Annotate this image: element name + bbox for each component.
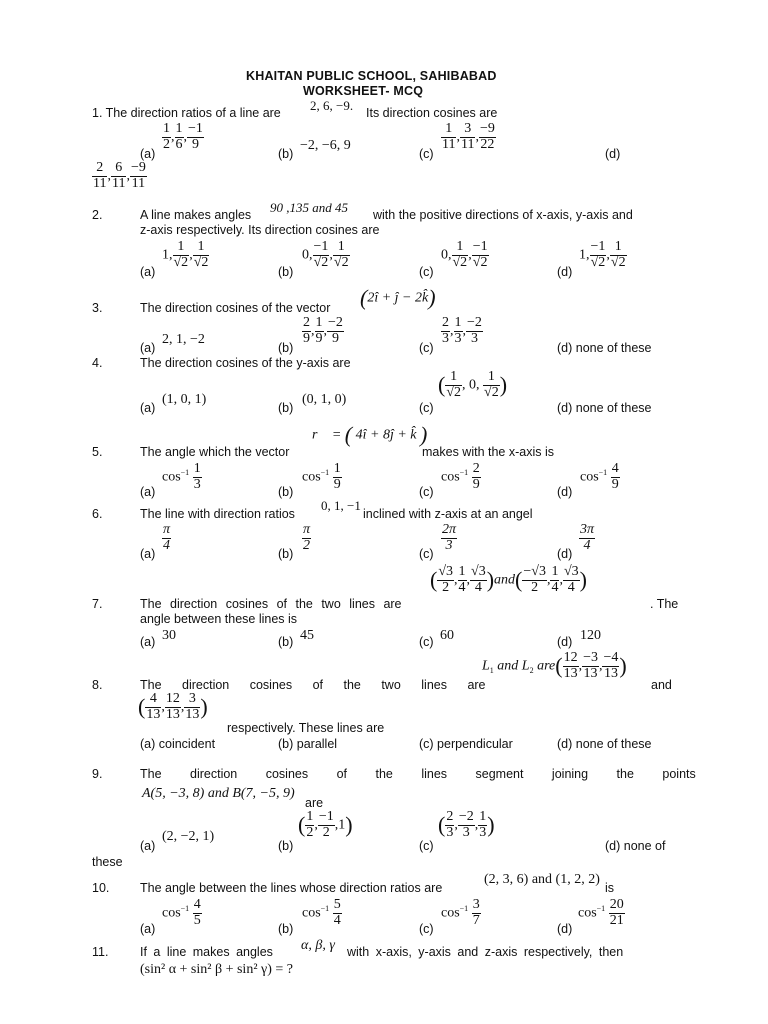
q10-number: 10. <box>92 881 110 895</box>
q10-option-d-math: $\cos^{-1}$ $\frac{20}{21}$ <box>578 897 624 928</box>
q3-option-d: (d) none of these <box>557 341 652 355</box>
q8-option-a: (a) coincident <box>140 737 216 751</box>
q7-option-b-math: 45 <box>300 628 314 643</box>
q6-option-c-math: $\frac{2\pi}{3}$ <box>442 522 457 553</box>
q9-points: A(5, −3, 8) and B(7, −5, 9) <box>142 786 295 801</box>
q2-option-a-label: (a) <box>140 265 156 279</box>
q1-option-a-math: $\frac{1}{2}$ , $\frac{1}{6}$ , $\frac{-1}{9}$ <box>163 121 203 152</box>
q6-option-b-math: $\frac{\pi}{2}$ <box>303 522 311 553</box>
q3-option-a-label: (a) <box>140 341 156 355</box>
q6-option-c-label: (c) <box>419 547 434 561</box>
q8-option-d: (d) none of these <box>557 737 652 751</box>
q6-option-d-label: (d) <box>557 547 573 561</box>
q4-text: The direction cosines of the y-axis are <box>140 356 351 370</box>
q10-option-a-math: $\cos^{-1}$ $\frac{4}{5}$ <box>162 897 201 928</box>
q6-option-d-math: $\frac{3\pi}{4}$ <box>580 522 595 553</box>
q5-number: 5. <box>92 445 103 459</box>
q1-option-b-label: (b) <box>278 147 294 161</box>
q2-option-c-label: (c) <box>419 265 434 279</box>
q11-angles: α, β, γ <box>301 938 335 953</box>
q9-option-c-label: (c) <box>419 839 434 853</box>
q6-number: 6. <box>92 507 103 521</box>
q5-text: The angle which the vector <box>140 445 290 459</box>
q10-is: is <box>605 881 615 895</box>
q2-text: A line makes angles <box>140 208 252 222</box>
q8-line2-math: ( $\frac{4}{13}$ , $\frac{12}{13}$ , $\frac{3}{13}$ ) <box>138 691 208 722</box>
q10-option-b-math: $\cos^{-1}$ $\frac{5}{4}$ <box>302 897 341 928</box>
worksheet-title: WORKSHEET- MCQ <box>303 84 424 98</box>
q2-angles: 90 ,135 and 45 <box>270 200 348 215</box>
q5-option-a-math: $\cos^{-1}$ $\frac{1}{3}$ <box>162 461 201 492</box>
q9-option-a-math: (2, −2, 1) <box>162 829 215 844</box>
q10-option-c-math: $\cos^{-1}$ $\frac{3}{7}$ <box>441 897 480 928</box>
q2-option-d-label: (d) <box>557 265 573 279</box>
q8-and: and <box>651 678 672 692</box>
q9-option-d-cont: these <box>92 855 123 869</box>
q10-option-b-label: (b) <box>278 922 294 936</box>
q2-option-d-math: 1, $\frac{-1}{√2}$ , $\frac{1}{√2}$ <box>579 239 626 270</box>
q9-option-b-math: ( $\frac{1}{2}$ , $\frac{-1}{2}$ ,1) <box>298 809 353 840</box>
q4-option-b-label: (b) <box>278 401 294 415</box>
q7-text-2: . The <box>650 597 679 611</box>
q3-option-c-label: (c) <box>419 341 434 355</box>
q1-text: 1. The direction ratios of a line are <box>92 106 281 120</box>
q11-text-2: with x-axis, y-axis and z-axis respectively, then <box>347 945 624 959</box>
q8-text-2: respectively. These lines are <box>227 721 385 735</box>
q7-text: The direction cosines of the two lines are <box>140 597 402 611</box>
q6-text-2: inclined with z-axis at an angel <box>363 507 533 521</box>
q11-text: If a line makes angles <box>140 945 273 959</box>
q5-option-d-math: $\cos^{-1}$ $\frac{4}{9}$ <box>580 461 619 492</box>
q5-option-c-label: (c) <box>419 485 434 499</box>
q10-text: The angle between the lines whose direction ratios are <box>140 881 443 895</box>
q5-option-d-label: (d) <box>557 485 573 499</box>
q8-option-c: (c) perpendicular <box>419 737 513 751</box>
q9-option-c-math: ( $\frac{2}{3}$ , $\frac{-2}{3}$ , $\frac{1}{3}$ ) <box>438 809 495 840</box>
q4-option-b-math: (0, 1, 0) <box>302 392 347 407</box>
q3-option-b-label: (b) <box>278 341 294 355</box>
q7-option-b-label: (b) <box>278 635 294 649</box>
q3-option-b-math: $\frac{2}{9}$ , $\frac{1}{9}$ , $\frac{-2}{9}$ <box>303 315 343 346</box>
q1-text-2: Its direction cosines are <box>366 106 498 120</box>
q10-option-d-label: (d) <box>557 922 573 936</box>
q4-option-c-label: (c) <box>419 401 434 415</box>
q9-number: 9. <box>92 767 103 781</box>
q6-text: The line with direction ratios <box>140 507 295 521</box>
q11-number: 11. <box>92 945 109 959</box>
q9-text: The direction cosines of the lines segment joining the points <box>140 767 696 781</box>
q5-vector: r⃗ = ( 4î + 8ĵ + k̂ ) <box>312 422 428 447</box>
q3-option-a-math: 2, 1, −2 <box>162 332 205 347</box>
q1-ratios: 2, 6, −9. <box>310 98 354 113</box>
q1-option-b-math: −2, −6, 9 <box>300 138 351 153</box>
q1-option-d-label: (d) <box>605 147 621 161</box>
q5-option-b-math: $\cos^{-1}$ $\frac{1}{9}$ <box>302 461 341 492</box>
q7-text-3: angle between these lines is <box>140 612 298 626</box>
q6-option-a-label: (a) <box>140 547 156 561</box>
q3-option-c-math: $\frac{2}{3}$ , $\frac{1}{3}$ , $\frac{-2}{3}$ <box>442 315 482 346</box>
q2-option-b-label: (b) <box>278 265 294 279</box>
q2-text-3: z-axis respectively. Its direction cosines are <box>140 223 380 237</box>
q2-number: 2. <box>92 208 103 222</box>
q11-expression: (sin² α + sin² β + sin² γ) = ? <box>140 962 293 977</box>
q5-option-a-label: (a) <box>140 485 156 499</box>
q2-option-c-math: 0, $\frac{1}{√2}$ , $\frac{-1}{√2}$ <box>441 239 488 270</box>
q2-text-2: with the positive directions of x-axis, y-axis and <box>373 208 633 222</box>
q8-number: 8. <box>92 678 103 692</box>
q8-line1-math: $L_1$ and $L_2$ are( $\frac{12}{13}$ , $\frac{-3}{13}$ , $\frac{-4}{13}$ ) <box>482 650 627 681</box>
q7-option-d-label: (d) <box>557 635 573 649</box>
q4-option-d: (d) none of these <box>557 401 652 415</box>
q1-option-d-math: $\frac{2}{11}$ , $\frac{6}{11}$ , $\frac{-9}{11}$ <box>93 160 146 191</box>
q4-number: 4. <box>92 356 103 370</box>
q7-option-a-label: (a) <box>140 635 156 649</box>
q7-cosines-math: ( $\frac{√3}{2}$ , $\frac{1}{4}$ , $\frac{√3}{4}$ )and( $\frac{-√3}{2}$ , $\frac{1}{4}$ , $\frac{√3}{4}$ ) <box>430 564 587 595</box>
q3-number: 3. <box>92 301 103 315</box>
q5-option-c-math: $\cos^{-1}$ $\frac{2}{9}$ <box>441 461 480 492</box>
q9-option-b-label: (b) <box>278 839 294 853</box>
q1-option-c-math: $\frac{1}{11}$ , $\frac{3}{11}$ , $\frac{-9}{22}$ <box>442 121 495 152</box>
q8-text: The direction cosines of the two lines are <box>140 678 486 692</box>
q7-option-a-math: 30 <box>162 628 176 643</box>
q7-option-c-label: (c) <box>419 635 434 649</box>
q3-vector: (2î + ĵ − 2k̂) <box>360 285 436 310</box>
q1-option-a-label: (a) <box>140 147 156 161</box>
q2-option-a-math: 1, $\frac{1}{√2}$ , $\frac{1}{√2}$ <box>162 239 209 270</box>
q10-option-c-label: (c) <box>419 922 434 936</box>
q9-option-d: (d) none of <box>605 839 666 853</box>
q9-option-a-label: (a) <box>140 839 156 853</box>
q6-option-b-label: (b) <box>278 547 294 561</box>
q7-number: 7. <box>92 597 103 611</box>
q5-option-b-label: (b) <box>278 485 294 499</box>
q4-option-a-math: (1, 0, 1) <box>162 392 207 407</box>
q2-option-b-math: 0, $\frac{-1}{√2}$ , $\frac{1}{√2}$ <box>302 239 349 270</box>
q9-are: are <box>305 796 324 810</box>
q4-option-a-label: (a) <box>140 401 156 415</box>
q4-option-c-math: ( $\frac{1}{√2}$ , 0, $\frac{1}{√2}$ ) <box>438 369 508 400</box>
q10-ratios: (2, 3, 6) and (1, 2, 2) <box>484 872 600 887</box>
q7-option-d-math: 120 <box>580 628 601 643</box>
q7-option-c-math: 60 <box>440 628 454 643</box>
q3-text: The direction cosines of the vector <box>140 301 331 315</box>
q10-option-a-label: (a) <box>140 922 156 936</box>
q6-ratios: 0, 1, −1 <box>321 498 361 513</box>
school-name: KHAITAN PUBLIC SCHOOL, SAHIBABAD <box>246 69 497 83</box>
q1-option-c-label: (c) <box>419 147 434 161</box>
q5-text-2: makes with the x-axis is <box>422 445 554 459</box>
q6-option-a-math: $\frac{\pi}{4}$ <box>163 522 171 553</box>
q8-option-b: (b) parallel <box>278 737 338 751</box>
